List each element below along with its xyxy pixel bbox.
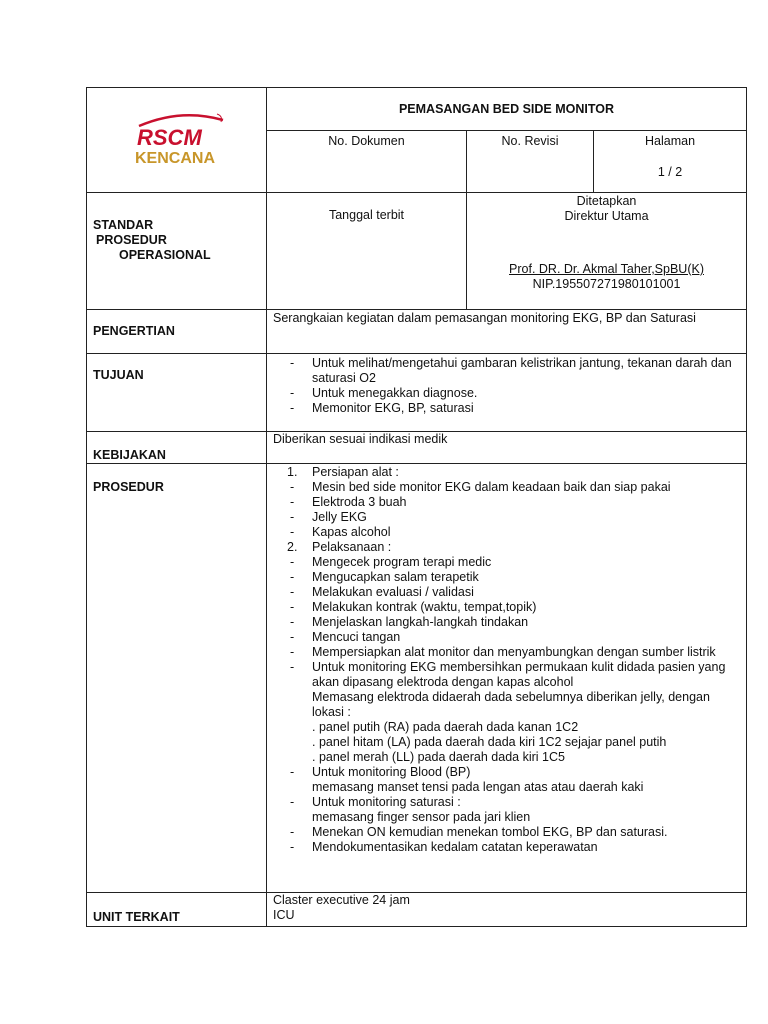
logo-cell [87, 88, 267, 193]
list-item: - Melakukan kontrak (waktu, tempat,topik) [290, 600, 537, 614]
sop-line-1: STANDAR [93, 218, 154, 232]
doc-number-cell [267, 131, 467, 193]
unit-label: UNIT TERKAIT [87, 893, 267, 927]
list-item: - Memonitor EKG, BP, saturasi [290, 401, 474, 415]
tujuan-label: TUJUAN [87, 354, 267, 432]
rscm-logo [131, 110, 231, 170]
director-label: Direktur Utama [564, 209, 649, 223]
list-item: . panel hitam (LA) pada daerah dada kiri 1C2 sejajar panel putih [312, 735, 667, 749]
issue-date-cell [267, 193, 467, 310]
list-item: - Elektroda 3 buah [290, 495, 407, 509]
doc-title-cell [267, 88, 747, 131]
tujuan-list [267, 354, 747, 432]
prosedur-list [267, 464, 747, 893]
list-item: . panel merah (LL) pada daerah dada kiri 1C5 [312, 750, 565, 764]
list-item: - Untuk monitoring EKG membersihkan permukaan kulit didada pasien yang akan dipasang elektroda dengan kapas alcohol [290, 660, 726, 689]
sop-table [86, 87, 747, 927]
list-item: - Menjelaskan langkah-langkah tindakan [290, 615, 529, 629]
approval-cell [467, 193, 747, 310]
list-item: - Mesin bed side monitor EKG dalam keadaan baik dan siap pakai [290, 480, 671, 494]
kebijakan-label: KEBIJAKAN [87, 432, 267, 464]
doc-number-label: No. Dokumen [328, 134, 405, 148]
pengertian-text: Serangkaian kegiatan dalam pemasangan monitoring EKG, BP dan Saturasi [267, 310, 747, 354]
page-cell [594, 131, 747, 193]
list-item: - Untuk menegakkan diagnose. [290, 386, 478, 400]
list-item: - Mengecek program terapi medic [290, 555, 492, 569]
signatory-nip: NIP.195507271980101001 [532, 277, 681, 291]
sop-line-2: PROSEDUR [96, 233, 167, 247]
doc-title: PEMASANGAN BED SIDE MONITOR [398, 101, 615, 116]
list-item: - Kapas alcohol [290, 525, 391, 539]
list-item: - Untuk monitoring Blood (BP) [290, 765, 471, 779]
list-item: - Jelly EKG [290, 510, 367, 524]
page-label: Halaman [645, 134, 696, 148]
list-item: - Melakukan evaluasi / validasi [290, 585, 474, 599]
prosedur-label: PROSEDUR [87, 464, 267, 893]
list-item: - Mencuci tangan [290, 630, 401, 644]
revision-label: No. Revisi [501, 134, 559, 148]
list-item: . panel putih (RA) pada daerah dada kanan 1C2 [312, 720, 579, 734]
sop-label-cell [87, 193, 267, 310]
unit-line-1: Claster executive 24 jam [273, 893, 410, 907]
issue-date-label: Tanggal terbit [328, 208, 405, 222]
list-item: - Untuk monitoring saturasi : [290, 795, 461, 809]
list-item: memasang manset tensi pada lengan atas atau daerah kaki [312, 780, 644, 794]
list-item: - Untuk melihat/mengetahui gambaran kelistrikan jantung, tekanan darah dan saturasi O2 [290, 356, 732, 385]
list-item: 1. Persiapan alat : [287, 465, 399, 479]
signatory-name: Prof. DR. Dr. Akmal Taher,SpBU(K) [509, 262, 704, 276]
unit-cell [267, 893, 747, 927]
list-item: - Mempersiapkan alat monitor dan menyambungkan dengan sumber listrik [290, 645, 716, 659]
list-item: 2. Pelaksanaan : [287, 540, 392, 554]
list-item: - Mendokumentasikan kedalam catatan keperawatan [290, 840, 598, 854]
list-item: - Mengucapkan salam terapetik [290, 570, 479, 584]
sop-line-3: OPERASIONAL [119, 248, 211, 262]
unit-line-2: ICU [273, 908, 295, 922]
logo-text-kencana: KENCANA [135, 150, 215, 167]
logo-text-rscm: RSCM [137, 125, 202, 150]
kebijakan-text: Diberikan sesuai indikasi medik [267, 432, 747, 464]
page-value: 1 / 2 [657, 165, 683, 179]
list-item: Memasang elektroda didaerah dada sebelumnya diberikan jelly, dengan lokasi : [312, 690, 710, 719]
revision-cell [467, 131, 594, 193]
list-item: - Menekan ON kemudian menekan tombol EKG, BP dan saturasi. [290, 825, 668, 839]
list-item: memasang finger sensor pada jari klien [312, 810, 531, 824]
pengertian-label: PENGERTIAN [87, 310, 267, 354]
set-by-label: Ditetapkan [576, 194, 637, 208]
